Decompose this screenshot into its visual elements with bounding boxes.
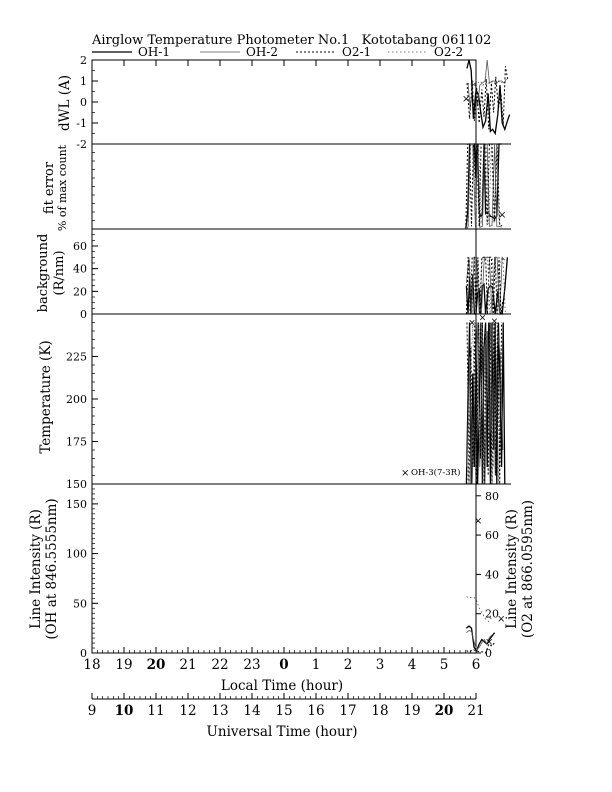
local-time-tick-label: 21 (179, 657, 197, 673)
data-marker: × (474, 516, 483, 527)
intensity-left-ylabel-2: (OH at 846.5555nm) (44, 498, 60, 640)
temperature-ytick-label: 200 (66, 393, 87, 406)
dwl-ylabel: dWL (A) (57, 74, 73, 132)
local-time-tick-label: 18 (83, 657, 101, 673)
data-marker: × (498, 210, 507, 221)
plot-frame (92, 60, 476, 653)
local-time-tick-label: 22 (211, 657, 229, 673)
fit-error-ylabel-2: % of max count (56, 144, 69, 232)
oh3-point: × (468, 318, 476, 329)
local-time-tick-label: 0 (279, 657, 289, 673)
intensity-right-ytick-label: 20 (485, 607, 499, 621)
local-time-tick-label: 19 (115, 657, 133, 673)
universal-time-title: Universal Time (hour) (206, 724, 358, 740)
universal-time-tick-label: 20 (434, 703, 454, 719)
background-ytick-label: 40 (73, 262, 87, 276)
local-time-tick-label: 1 (311, 657, 321, 673)
intensity-left-ylabel-1: Line Intensity (R) (28, 509, 44, 629)
universal-time-tick-label: 14 (243, 703, 261, 719)
intensity-right-ylabel-1: Line Intensity (R) (504, 509, 520, 629)
universal-time-tick-label: 15 (275, 703, 293, 719)
panel-frames (92, 60, 511, 653)
universal-time-tick-label: 21 (467, 703, 485, 719)
universal-time-tick-label: 10 (114, 703, 134, 719)
background-ytick-label: 0 (80, 308, 87, 321)
intensity-right-ytick-label: 80 (485, 489, 499, 503)
background-ytick-label: 20 (73, 285, 87, 299)
intensity-left-ytick-label: 150 (66, 497, 87, 511)
intensity-right-ytick-label: 40 (485, 568, 499, 582)
intensity-left-ytick-label: 100 (66, 547, 87, 561)
legend-label-oh-2: OH-2 (246, 45, 278, 59)
temperature-ytick-label: 150 (66, 478, 87, 491)
legend-label-oh-1: OH-1 (138, 45, 170, 59)
dwl-ytick-label: -2 (76, 138, 87, 151)
intensity-left-ytick-label: 50 (73, 597, 87, 611)
legend-label-o2-2: O2-2 (434, 45, 464, 59)
chart-title: Airglow Temperature Photometer No.1 Kototabang 061102 (92, 33, 492, 48)
background-ylabel-2: (R/nm) (52, 250, 67, 296)
dwl-ytick-label: 0 (80, 96, 87, 109)
universal-time-tick-label: 16 (307, 703, 325, 719)
intensity-left-ytick-label: 0 (80, 647, 87, 660)
temperature-ytick-label: 175 (66, 435, 87, 449)
series-layer (462, 60, 510, 653)
oh3-annotation-marker: × (401, 468, 410, 479)
local-time-tick-label: 6 (471, 657, 481, 673)
intensity-right-ytick-label: 60 (485, 529, 499, 543)
local-time-tick-label: 5 (439, 657, 449, 673)
local-time-tick-label: 3 (375, 657, 385, 673)
intensity-right-ylabel-2: (O2 at 866.0595nm) (520, 499, 536, 639)
universal-time-tick-label: 18 (371, 703, 389, 719)
background-ytick-label: 60 (73, 240, 87, 253)
legend-label-o2-1: O2-1 (342, 45, 372, 59)
data-marker: × (462, 94, 471, 105)
local-time-tick-label: 23 (243, 657, 261, 673)
fit-error-ylabel-1: fit error (42, 161, 57, 215)
intensity-right-ytick-label: 0 (485, 647, 492, 660)
oh3-point: × (490, 316, 499, 327)
dwl-ytick-label: 1 (80, 75, 87, 88)
universal-time-tick-label: 9 (87, 703, 97, 719)
universal-time-tick-label: 19 (403, 703, 421, 719)
temperature-ytick-label: 225 (66, 350, 87, 364)
local-time-title: Local Time (hour) (220, 678, 344, 694)
universal-time-tick-label: 17 (339, 703, 357, 719)
dwl-ytick-label: 2 (80, 54, 87, 67)
universal-time-tick-label: 11 (147, 703, 165, 719)
dwl-ytick-label: -1 (76, 117, 87, 130)
oh3-annotation: OH-3(7-3R) (411, 468, 461, 478)
oh3-point: × (478, 313, 487, 324)
background-ylabel-1: background (36, 233, 51, 313)
data-marker: × (485, 637, 494, 648)
local-time-tick-label: 4 (407, 657, 417, 673)
local-time-tick-label: 2 (343, 657, 353, 673)
data-marker: × (497, 614, 506, 625)
local-time-tick-label: 20 (146, 657, 166, 673)
universal-time-tick-label: 12 (179, 703, 197, 719)
temperature-ylabel: Temperature (K) (38, 340, 54, 454)
axis-ticks (66, 54, 499, 719)
universal-time-tick-label: 13 (211, 703, 229, 719)
